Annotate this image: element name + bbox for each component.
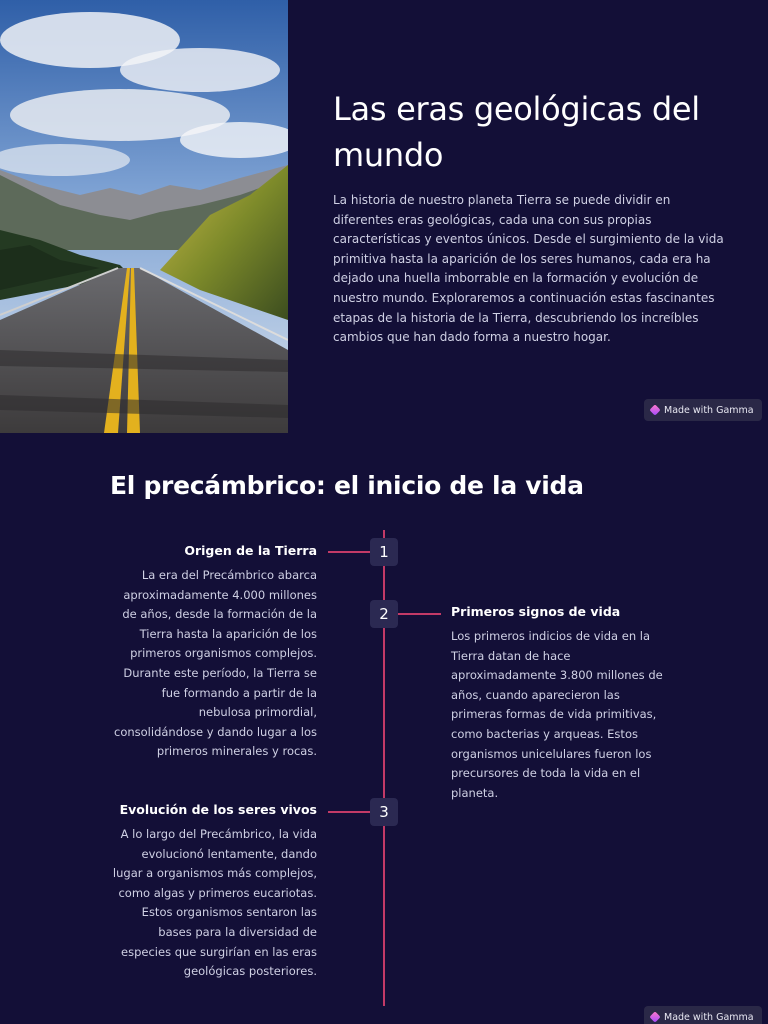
made-with-gamma-badge-2[interactable]	[644, 1006, 762, 1024]
timeline-connector-2	[398, 613, 441, 615]
gamma-logo-icon	[649, 404, 660, 415]
timeline-item-title-1: Origen de la Tierra	[184, 543, 317, 558]
step-number: 2	[379, 605, 389, 623]
step-number: 1	[379, 543, 389, 561]
slide1-title: Las eras geológicas del mundo	[333, 90, 700, 174]
gamma-logo-icon	[649, 1011, 660, 1022]
timeline-connector-3	[328, 811, 370, 813]
slide1-intro-paragraph: La historia de nuestro planeta Tierra se puede dividir en diferentes eras geológicas, cada una con sus propias características y eventos únicos. Desde el surgimiento de la vida primitiva hasta la aparición de los seres humanos, cada era ha dejado una huella imborrable en la formación y evolución de nuestro mundo. Exploraremos a continuación estas fascinantes etapas de la historia de la Tierra, descubriendo los increíbles cambios que han dado forma a nuestro hogar.	[333, 193, 724, 345]
timeline-item-title-3: Evolución de los seres vivos	[119, 802, 317, 817]
badge-label: Made with Gamma	[664, 1011, 754, 1023]
badge-label: Made with Gamma	[664, 404, 754, 416]
step-number: 3	[379, 803, 389, 821]
timeline-step-1	[370, 538, 398, 566]
hero-photo	[0, 0, 288, 433]
timeline-item-body-3: A lo largo del Precámbrico, la vida evolucionó lentamente, dando lugar a organismos más complejos, como algas y primeros eucariotas. Estos organismos sentaron las bases para la diversidad de especies que surgirían en las eras geológicas posteriores.	[112, 827, 317, 979]
timeline-item-body-2: Los primeros indicios de vida en la Tierra datan de hace aproximadamente 3.800 millones de años, cuando aparecieron las primeras formas de vida primitivas, como bacterias y arqueas. Estos organismos unicelulares fueron los precursores de toda la vida en el planeta.	[451, 629, 663, 800]
slide2-title: El precámbrico: el inicio de la vida	[110, 471, 584, 500]
timeline-item-title-2: Primeros signos de vida	[451, 604, 621, 619]
mountain-road-image	[0, 0, 288, 433]
timeline-item-body-1: La era del Precámbrico abarca aproximadamente 4.000 millones de años, desde la formación de la Tierra hasta la aparición de los primeros organismos complejos. Durante este período, la Tierra se fue formando a partir de la nebulosa primordial, consolidándose y dando lugar a los primeros minerales y rocas.	[114, 568, 317, 759]
timeline-step-2	[370, 600, 398, 628]
timeline-connector-1	[328, 551, 370, 553]
timeline-step-3	[370, 798, 398, 826]
made-with-gamma-badge[interactable]	[644, 399, 762, 421]
